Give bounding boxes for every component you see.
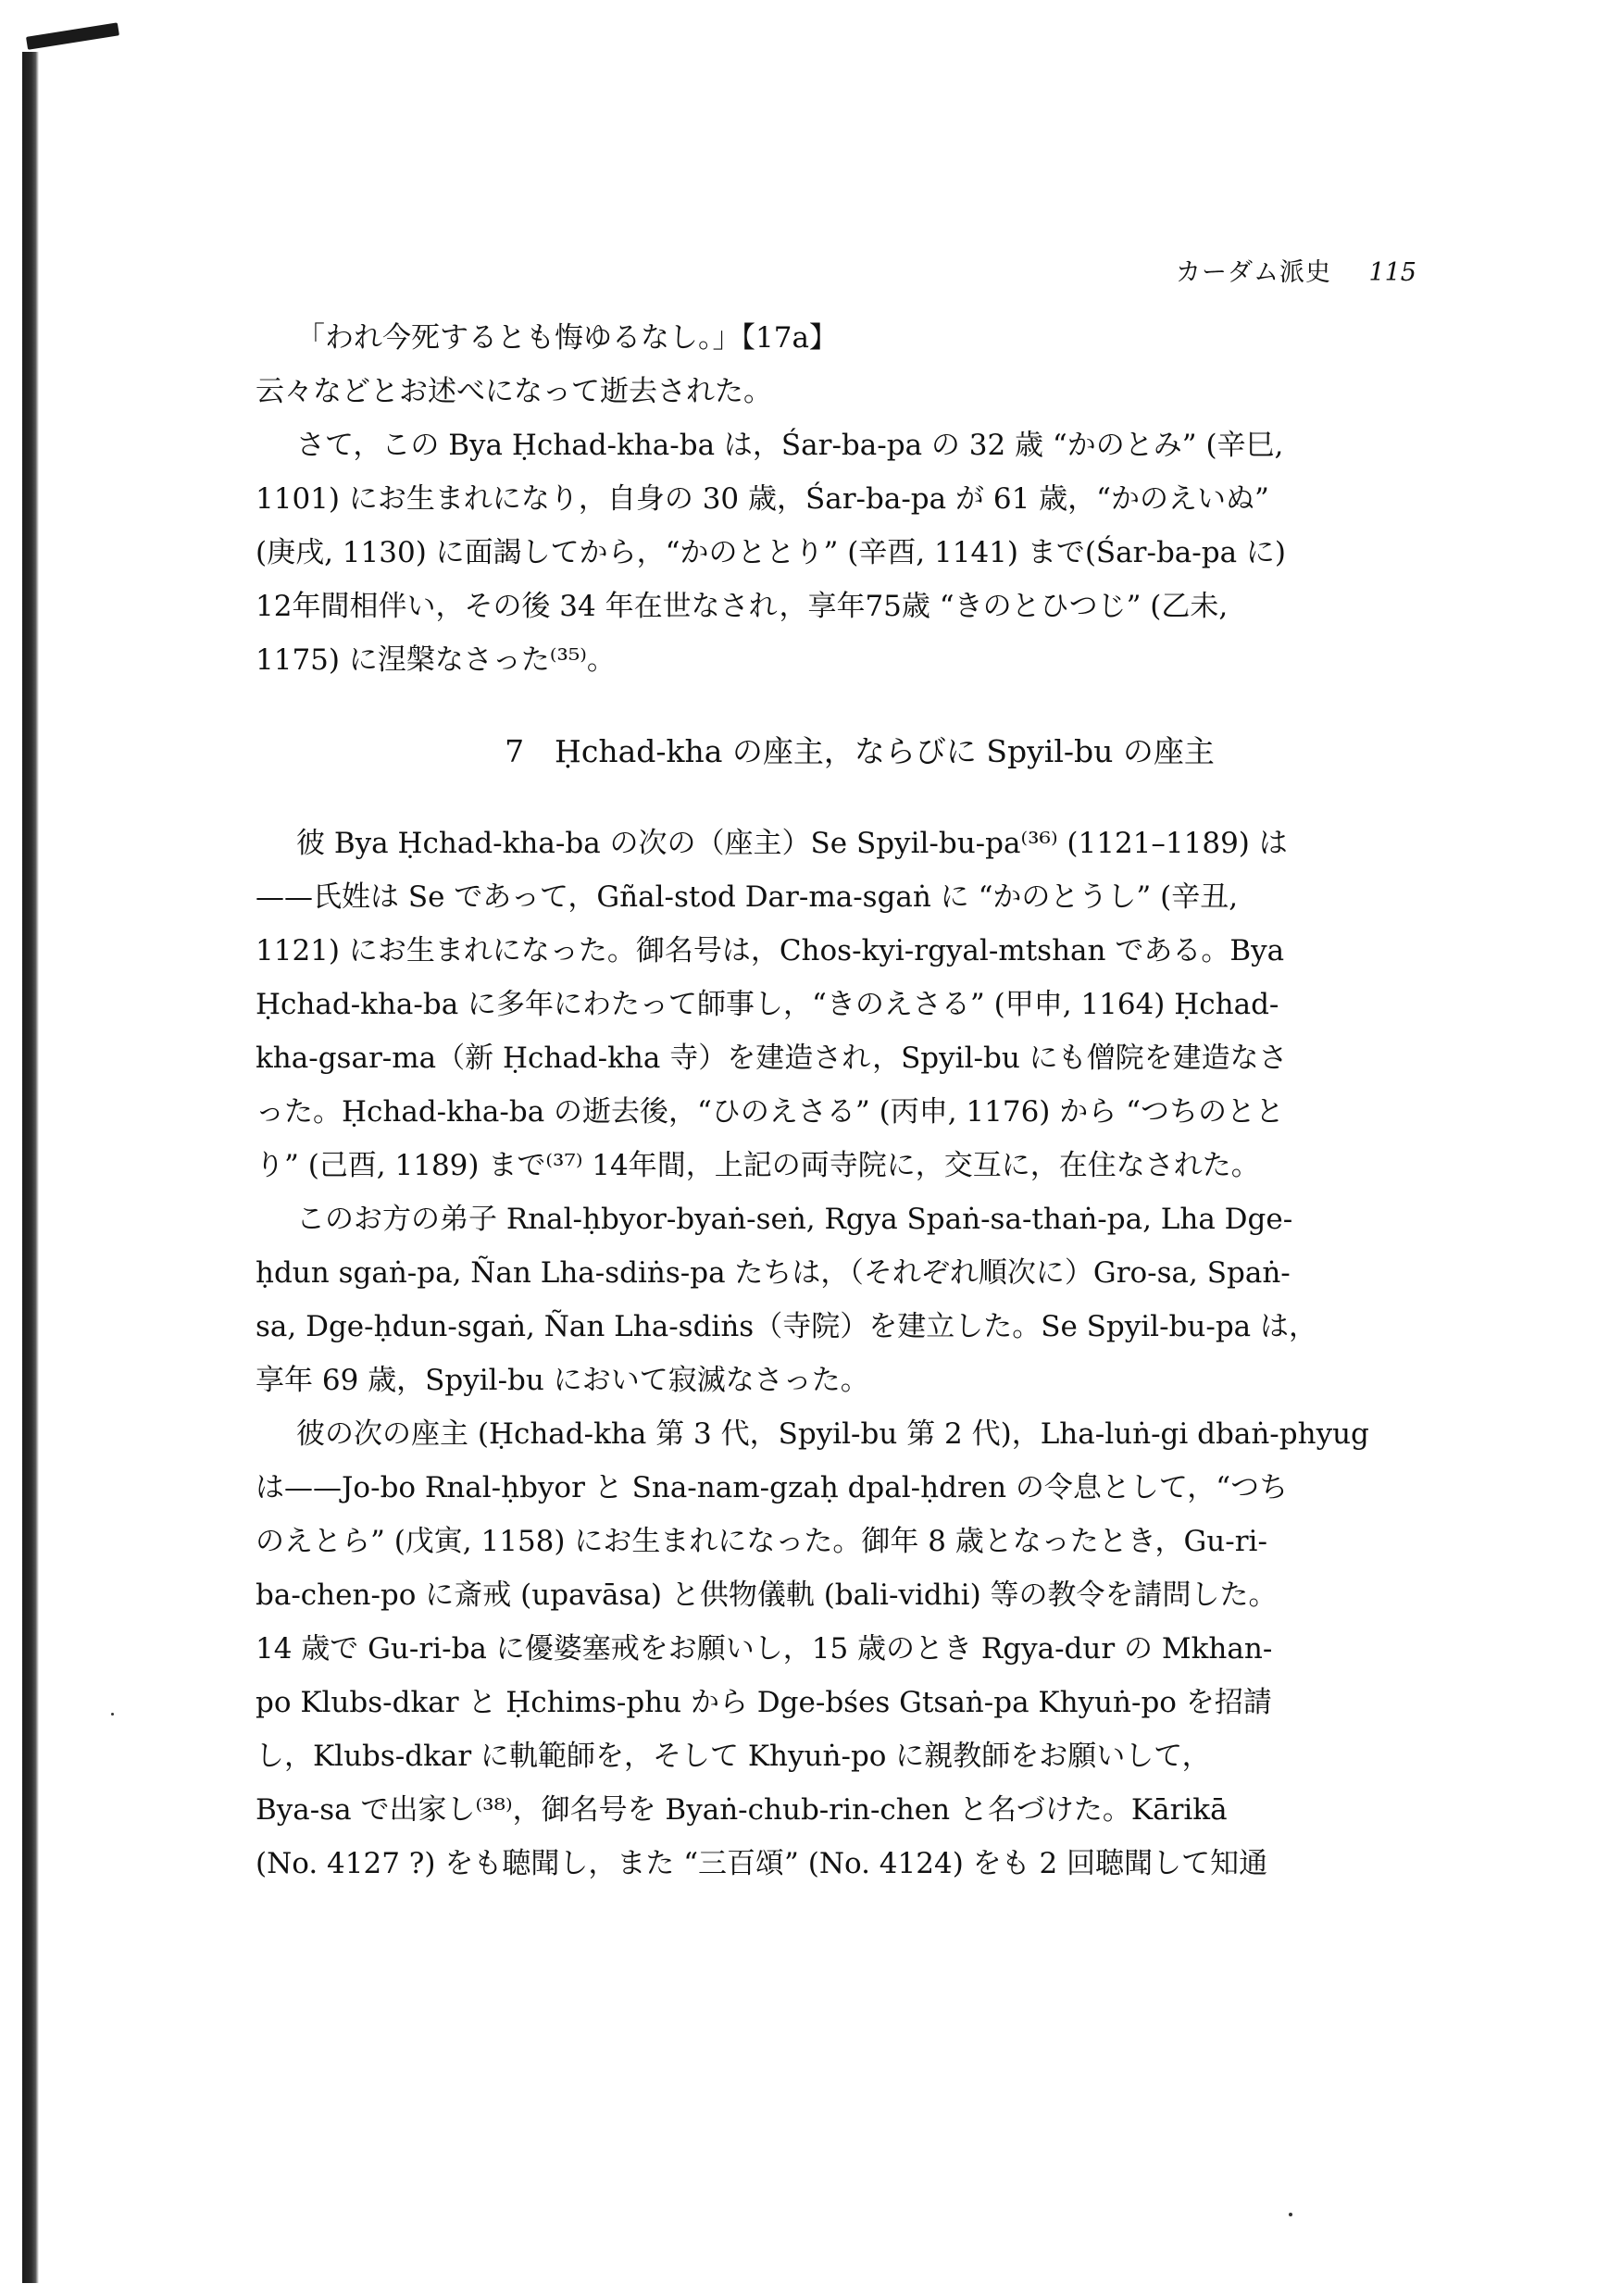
text-line: 享年 69 歳，Spyil-bu において寂滅なさった。 bbox=[256, 1364, 869, 1397]
text-line: は——Jo-bo Rnal-ḥbyor と Sna-nam-gzaḥ dpal-ḥdren の令息として，“つち bbox=[256, 1471, 1289, 1504]
text-line: さて，この Bya Ḥchad-kha-ba は，Śar-ba-pa の 32 歳 “かのとみ” (辛巳, bbox=[296, 429, 1284, 462]
text-line: のえとら” (戊寅, 1158) にお生まれになった。御年 8 歳となったとき，Gu-ri- bbox=[256, 1525, 1267, 1558]
text-line: 「われ今死するとも悔ゆるなし。」【17a】 bbox=[296, 321, 838, 355]
text-line: 彼 Bya Ḥchad-kha-ba の次の（座主）Se Spyil-bu-pa⁽³⁶⁾ (1121–1189) は bbox=[296, 827, 1288, 860]
text-line: Ḥchad-kha-ba に多年にわたって師事し，“きのえさる” (甲申, 1164) Ḥchad- bbox=[256, 988, 1279, 1021]
binding-edge-cap bbox=[26, 22, 119, 49]
text-line: ——氏姓は Se であって，Gñal-stod Dar-ma-sgaṅ に “かのとうし” (辛丑, bbox=[256, 880, 1239, 914]
text-line: ḥdun sgaṅ-pa, Ñan Lha-sdiṅs-pa たちは，（それぞれ順次に）Gro-sa, Spaṅ- bbox=[256, 1256, 1291, 1290]
text-line: し，Klubs-dkar に軌範師を，そして Khyuṅ-po に親教師をお願いして， bbox=[256, 1740, 1211, 1773]
text-line: Bya-sa で出家し⁽³⁸⁾，御名号を Byaṅ-chub-rin-chen と名づけた。Kārikā bbox=[256, 1793, 1228, 1827]
text-line: kha-gsar-ma（新 Ḥchad-kha 寺）を建造され，Spyil-bu にも僧院を建造なさ bbox=[256, 1042, 1288, 1075]
scan-speck bbox=[1289, 2213, 1292, 2216]
scan-speck bbox=[111, 1713, 114, 1716]
text-line: 1175) に涅槃なさった⁽³⁵⁾。 bbox=[256, 643, 616, 677]
text-line: (No. 4127 ?) をも聴聞し，また “三百頌” (No. 4124) をも 2 回聴聞して知通 bbox=[256, 1847, 1268, 1880]
binding-edge bbox=[22, 52, 39, 2283]
text-line: このお方の弟子 Rnal-ḥbyor-byaṅ-seṅ, Rgya Spaṅ-sa-thaṅ-pa, Lha Dge- bbox=[296, 1203, 1293, 1236]
text-line: sa, Dge-ḥdun-sgaṅ, Ñan Lha-sdiṅs（寺院）を建立した。Se Spyil-bu-pa は， bbox=[256, 1310, 1318, 1343]
text-line: 14 歳で Gu-ri-ba に優婆塞戒をお願いし，15 歳のとき Rgya-dur の Mkhan- bbox=[256, 1632, 1273, 1666]
running-title: カーダム派史 bbox=[1176, 258, 1331, 287]
text-line: った。Ḥchad-kha-ba の逝去後，“ひのえさる” (丙申, 1176) から “つちのとと bbox=[256, 1095, 1284, 1129]
page-header bbox=[1176, 252, 1416, 289]
text-line: 1101) にお生まれになり，自身の 30 歳，Śar-ba-pa が 61 歳，“かのえいぬ” bbox=[256, 482, 1269, 516]
body-text bbox=[256, 311, 1408, 1890]
text-line: 彼の次の座主 (Ḥchad-kha 第 3 代，Spyil-bu 第 2 代)，Lha-luṅ-gi dbaṅ-phyug bbox=[296, 1417, 1369, 1451]
text-line: ba-chen-po に斎戒 (upavāsa) と供物儀軌 (bali-vidhi) 等の教令を請問した。 bbox=[256, 1578, 1278, 1612]
text-line: 云々などとお述べになって逝去された。 bbox=[256, 375, 772, 408]
text-line: (庚戌, 1130) に面謁してから，“かのととり” (辛酉, 1141) まで(Śar-ba-pa に) bbox=[256, 536, 1287, 569]
text-line: 12年間相伴い，その後 34 年在世なされ，享年75歳 “きのとひつじ” (乙未, bbox=[256, 590, 1229, 623]
text-line: 1121) にお生まれになった。御名号は，Chos-kyi-rgyal-mtshan である。Bya bbox=[256, 934, 1285, 967]
page-number: 115 bbox=[1368, 258, 1416, 287]
text-line: り” (己酉, 1189) まで⁽³⁷⁾ 14年間，上記の両寺院に，交互に，在住なされた。 bbox=[256, 1149, 1260, 1182]
section-heading: 7 Ḥchad-kha の座主，ならびに Spyil-bu の座主 bbox=[505, 733, 1215, 769]
text-line: po Klubs-dkar と Ḥchims-phu から Dge-bśes Gtsaṅ-pa Khyuṅ-po を招請 bbox=[256, 1686, 1272, 1719]
